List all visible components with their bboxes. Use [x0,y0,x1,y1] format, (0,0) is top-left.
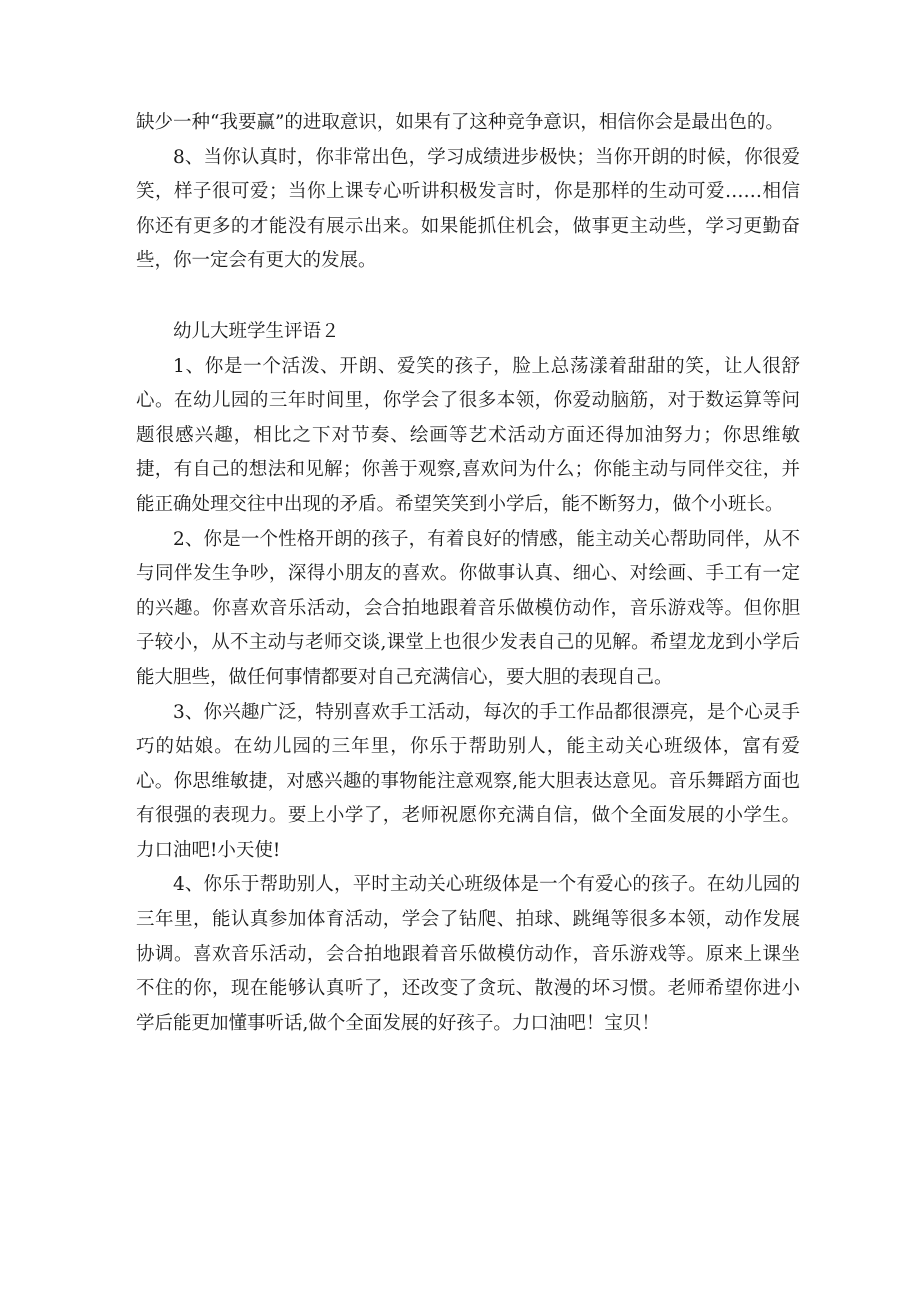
comment-item-4: 4、你乐于帮助别人，平时主动关心班级体是一个有爱心的孩子。在幼儿园的三年里，能认真参加体育活动，学会了钻爬、拍球、跳绳等很多本领，动作发展协调。喜欢音乐活动，会合拍地跟着音乐做模仿动作，音乐游戏等。原来上课坐不住的你，现在能够认真听了，还改变了贪玩、散漫的坏习惯。老师希望你进小学后能更加懂事听话,做个全面发展的好孩子。力口油吧！宝贝！ [136,874,800,1034]
comment-item-3: 3、你兴趣广泛，特别喜欢手工活动，每次的手工作品都很漂亮，是个心灵手巧的姑娘。在幼儿园的三年里，你乐于帮助别人，能主动关心班级体，富有爱心。你思维敏捷，对感兴趣的事物能注意观察,能大胆表达意见。音乐舞蹈方面也有很强的表现力。要上小学了，老师祝愿你充满自信，做个全面发展的小学生。力口油吧!小天使! [136,701,800,861]
section-1 [136,106,800,279]
comment-item-2: 2、你是一个性格开朗的孩子，有着良好的情感，能主动关心帮助同伴，从不与同伴发生争吵，深得小朋友的喜欢。你做事认真、细心、对绘画、手工有一定的兴趣。你喜欢音乐活动，会合拍地跟着音乐做模仿动作，音乐游戏等。但你胆子较小，从不主动与老师交谈,课堂上也很少发表自己的见解。希望龙龙到小学后能大胆些，做任何事情都要对自己充满信心，要大胆的表现自己。 [136,528,800,688]
comment-item-1: 1、你是一个活泼、开朗、爱笑的孩子，脸上总荡漾着甜甜的笑，让人很舒心。在幼儿园的三年时间里，你学会了很多本领，你爱动脑筋，对于数运算等问题很感兴趣，相比之下对节奏、绘画等艺术活动方面还得加油努力；你思维敏捷，有自己的想法和见解；你善于观察,喜欢问为什么；你能主动与同伴交往，并能正确处理交往中出现的矛盾。希望笑笑到小学后，能不断努力，做个小班长。 [136,355,800,515]
section-title: 幼儿大班学生评语２ [173,320,340,342]
continued-paragraph: 缺少一种“我要赢”的进取意识，如果有了这种竞争意识，相信你会是最出色的。 [136,112,784,133]
comment-item-8: 8、当你认真时，你非常出色，学习成绩进步极快；当你开朗的时候，你很爱笑，样子很可爱；当你上课专心听讲积极发言时，你是那样的生动可爱……相信你还有更多的才能没有展示出来。如果能抓住机会，做事更主动些，学习更勤奋些，你一定会有更大的发展。 [136,146,800,272]
section-2 [136,279,800,1041]
